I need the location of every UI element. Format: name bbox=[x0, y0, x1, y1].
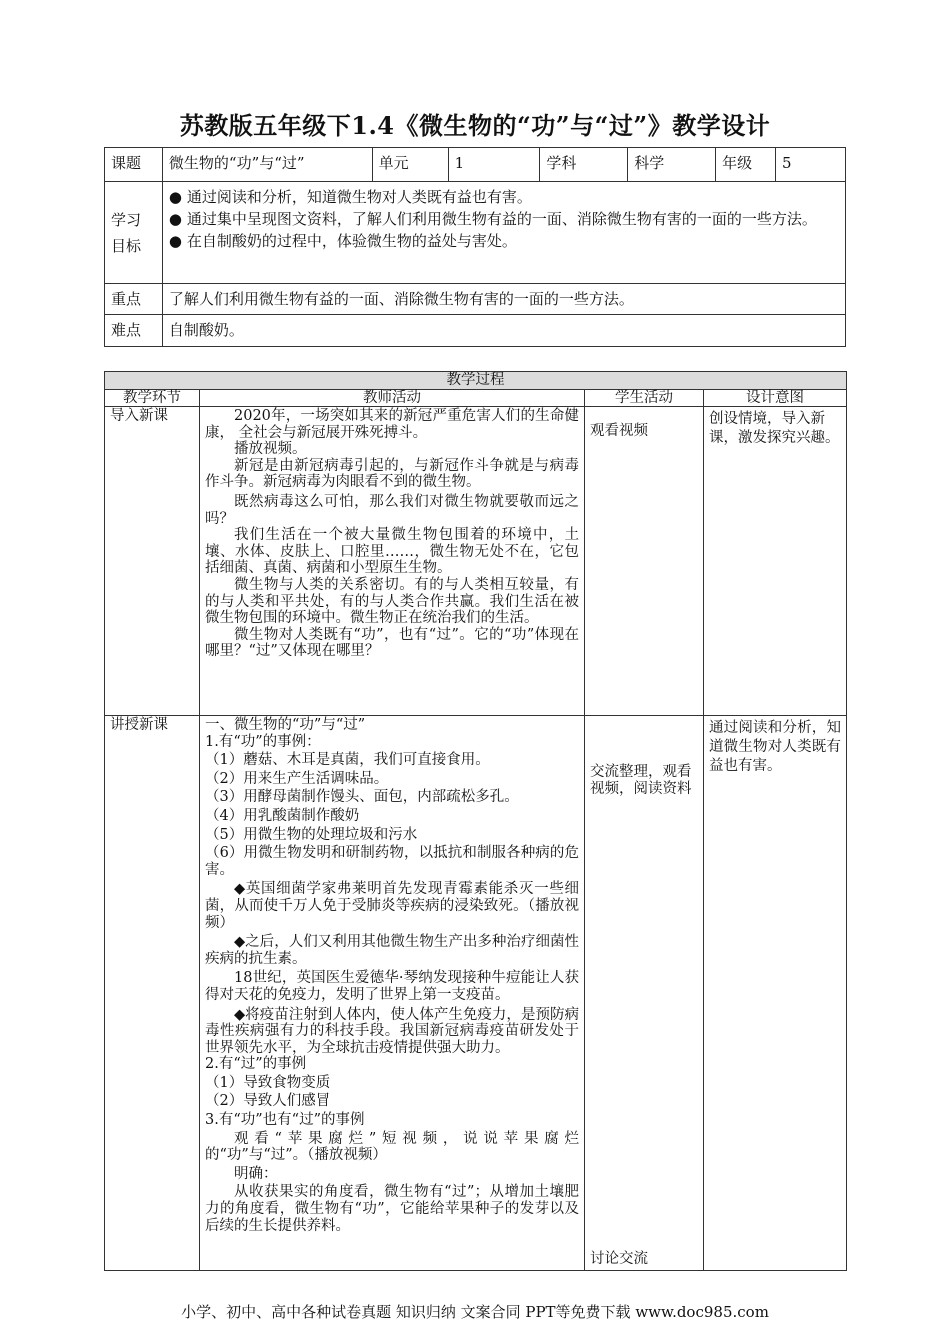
bullet-icon: ● bbox=[168, 188, 183, 206]
teacher-paragraph: 观看“苹果腐烂”短视频，说说苹果腐烂的“功”与“过”。（播放视频） bbox=[205, 1130, 579, 1164]
key-label: 重点 bbox=[105, 284, 163, 315]
teacher-paragraph: 一、微生物的“功”与“过” bbox=[205, 717, 366, 733]
teacher-paragraph: （6）用微生物发明和研制药物，以抵抗和制服各种病的危害。 bbox=[205, 845, 579, 878]
teacher-paragraph: ◆英国细菌学家弗莱明首先发现青霉素能杀灭一些细菌，从而使千万人免于受肺炎等疾病的浸染致死。（播放视频） bbox=[205, 881, 579, 931]
teaching-process-table bbox=[104, 371, 847, 1271]
student-activity-discuss: 讨论交流 bbox=[590, 1251, 648, 1268]
teacher-paragraph: 3.有“功”也有“过”的事例 bbox=[205, 1112, 365, 1129]
student-activity-teaching bbox=[585, 716, 704, 1271]
design-intent-teaching: 通过阅读和分析，知道微生物对人类既有益也有害。 bbox=[704, 716, 847, 1271]
teacher-activity-teaching bbox=[200, 716, 585, 1271]
key-value: 了解人们利用微生物有益的一面、消除微生物有害的一面的一些方法。 bbox=[162, 284, 845, 315]
student-activity-intro: 观看视频 bbox=[585, 407, 704, 716]
process-header: 教学过程 bbox=[105, 372, 847, 390]
grade-label: 年级 bbox=[716, 148, 776, 182]
unit-label: 单元 bbox=[372, 148, 448, 182]
teacher-paragraph: （2）导致人们感冒 bbox=[205, 1093, 331, 1110]
teacher-paragraph: 播放视频。 bbox=[234, 441, 307, 458]
teacher-paragraph: 微生物与人类的关系密切。有的与人类相互较量，有的与人类和平共处，有的与人类合作共赢。我们生活在被微生物包围的环境中。微生物正在统治我们的生活。 bbox=[205, 576, 579, 627]
subject-value: 科学 bbox=[628, 148, 716, 182]
teacher-paragraph: （3）用酵母菌制作馒头、面包，内部疏松多孔。 bbox=[205, 789, 519, 806]
goal-item: ● 通过集中呈现图文资料，了解人们利用微生物有益的一面、消除微生物有害的一面的一些方法。 bbox=[168, 210, 817, 228]
teacher-paragraph: ◆将疫苗注射到人体内，使人体产生免疫力，是预防病毒性疾病强有力的科技手段。我国新冠病毒疫苗研发处于世界领先水平，为全球抗击疫情提供强大助力。 bbox=[205, 1006, 579, 1056]
topic-value: 微生物的“功”与“过” bbox=[162, 148, 372, 182]
teacher-paragraph: 明确： bbox=[234, 1165, 278, 1182]
teacher-paragraph: 既然病毒这么可怕，那么我们对微生物就要敬而远之吗？ bbox=[205, 493, 579, 527]
teacher-activity-intro bbox=[200, 407, 585, 716]
footer-text: 小学、初中、高中各种试卷真题 知识归纳 文案合同 PPT等免费下载 www.doc985.com bbox=[181, 1303, 769, 1321]
stage-intro: 导入新课 bbox=[105, 407, 200, 716]
teacher-paragraph: （1）导致食物变质 bbox=[205, 1074, 331, 1091]
student-activity-text: 交流整理，观看视频，阅读资料 bbox=[590, 764, 692, 797]
subject-label: 学科 bbox=[540, 148, 628, 182]
teacher-paragraph: （5）用微生物的处理垃圾和污水 bbox=[205, 826, 418, 843]
teacher-paragraph: 从收获果实的角度看，微生物有“过”；从增加土壤肥力的角度看，微生物有“功”，它能给苹果种子的发芽以及后续的生长提供养料。 bbox=[205, 1184, 579, 1234]
col-teacher-header: 教师活动 bbox=[200, 390, 585, 407]
goals-list bbox=[162, 182, 845, 284]
design-intent-intro: 创设情境，导入新课，激发探究兴趣。 bbox=[704, 407, 847, 716]
teacher-paragraph: 18世纪，英国医生爱德华·琴纳发现接种牛痘能让人获得对天花的免疫力，发明了世界上第一支疫苗。 bbox=[205, 970, 579, 1003]
grade-value: 5 bbox=[776, 148, 846, 182]
difficulty-label: 难点 bbox=[105, 315, 163, 347]
page-title: 苏教版五年级下1.4《微生物的“功”与“过”》教学设计 bbox=[179, 111, 771, 140]
difficulty-value: 自制酸奶。 bbox=[162, 315, 845, 347]
bullet-icon: ● bbox=[168, 210, 183, 228]
goals-label: 学习目标 bbox=[105, 182, 163, 284]
topic-label: 课题 bbox=[105, 148, 163, 182]
teacher-paragraph: 2020年，一场突如其来的新冠严重危害人们的生命健康， 全社会与新冠展开殊死搏斗。 bbox=[205, 408, 579, 441]
teacher-paragraph: （2）用来生产生活调味品。 bbox=[205, 770, 389, 787]
stage-teaching: 讲授新课 bbox=[105, 716, 200, 1271]
goal-item: ● 在自制酸奶的过程中，体验微生物的益处与害处。 bbox=[168, 232, 517, 250]
goal-item: ● 通过阅读和分析，知道微生物对人类既有益也有害。 bbox=[168, 188, 532, 206]
teacher-paragraph: 我们生活在一个被大量微生物包围着的环境中，土壤、水体、皮肤上、口腔里……，微生物无处不在，它包括细菌、真菌、病菌和小型原生生物。 bbox=[205, 527, 579, 577]
teacher-paragraph: ◆之后，人们又利用其他微生物生产出多种治疗细菌性疾病的抗生素。 bbox=[205, 934, 579, 967]
col-stage-header: 教学环节 bbox=[105, 390, 200, 407]
teacher-paragraph: 新冠是由新冠病毒引起的，与新冠作斗争就是与病毒作斗争。新冠病毒为肉眼看不到的微生物。 bbox=[205, 457, 579, 491]
col-intent-header: 设计意图 bbox=[704, 390, 847, 407]
teacher-paragraph: 1.有“功”的事例： bbox=[205, 733, 321, 750]
lesson-info-table bbox=[104, 147, 846, 347]
col-student-header: 学生活动 bbox=[585, 390, 704, 407]
teacher-paragraph: （1）蘑菇、木耳是真菌，我们可直接食用。 bbox=[205, 752, 490, 769]
teacher-paragraph: 2.有“过”的事例 bbox=[205, 1056, 307, 1073]
teacher-paragraph: （4）用乳酸菌制作酸奶 bbox=[205, 807, 360, 824]
bullet-icon: ● bbox=[168, 232, 183, 250]
unit-value: 1 bbox=[448, 148, 540, 182]
teacher-paragraph: 微生物对人类既有“功”，也有“过”。它的“功”体现在哪里？“过”又体现在哪里？ bbox=[205, 626, 579, 660]
